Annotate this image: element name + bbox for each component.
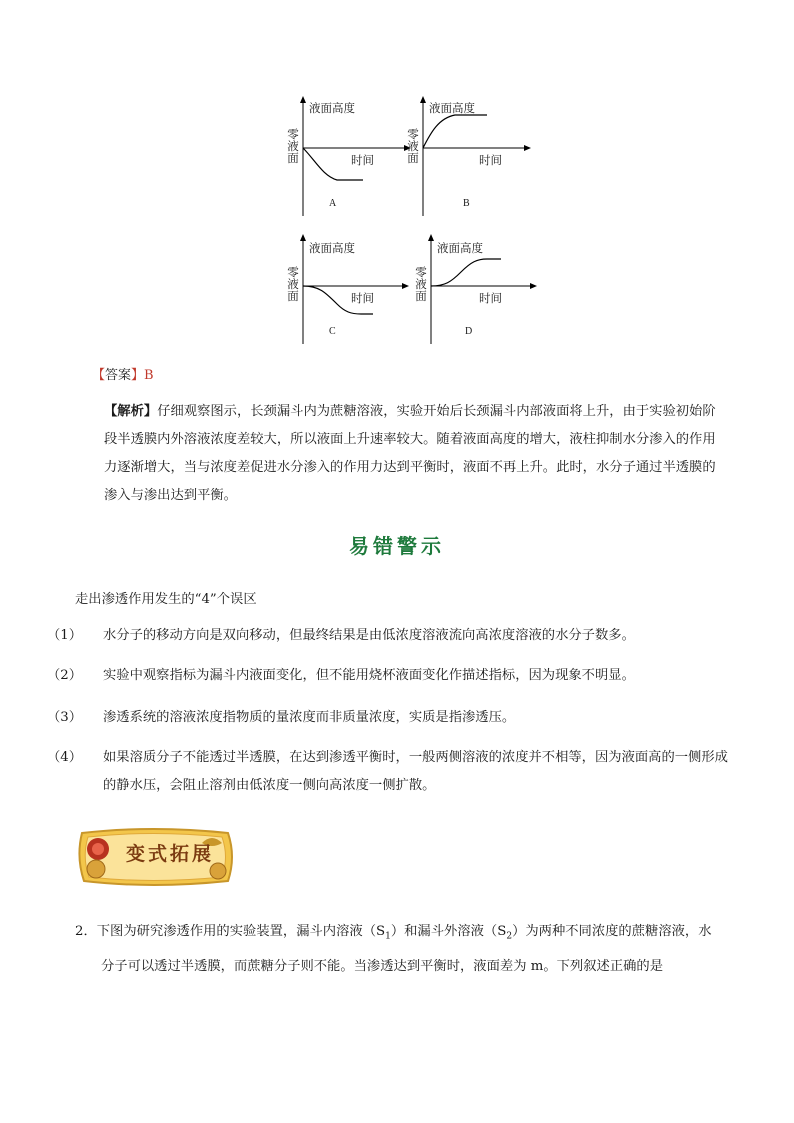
graph-b-ylabel: 液面高度 xyxy=(429,101,475,115)
graph-b-xlabel: 时间 xyxy=(479,153,502,167)
graph-a-caption: A xyxy=(329,198,337,209)
question-line-1 xyxy=(75,917,735,952)
analysis-label: 【解析】 xyxy=(104,404,158,419)
item-number: （1） xyxy=(47,628,83,643)
variant-badge xyxy=(72,823,238,891)
question-part-1: 下图为研究渗透作用的实验装置，漏斗内溶液（S xyxy=(96,924,386,939)
answer-bracket-open: 【 xyxy=(92,368,106,383)
item-number: （2） xyxy=(47,668,83,683)
graph-a-zero-label: 零液面 xyxy=(287,127,299,165)
answer-value: B xyxy=(144,368,154,383)
graph-c-ylabel: 液面高度 xyxy=(309,241,355,255)
analysis-paragraph xyxy=(104,398,724,510)
graph-d xyxy=(413,234,543,374)
item-text: 水分子的移动方向是双向移动，但最终结果是由低浓度溶液流向高浓度溶液的水分子数多。 xyxy=(103,628,635,643)
item-text: 如果溶质分子不能透过半透膜，在达到渗透平衡时，一般两侧溶液的浓度并不相等，因为液面高的一侧形成的静水压，会阻止溶剂由低浓度一侧向高浓度一侧扩散。 xyxy=(103,750,728,793)
graph-d-ylabel: 液面高度 xyxy=(437,241,483,255)
graph-c-zero-label: 零液面 xyxy=(287,265,299,303)
question-part-3: ）为两种不同浓度的蔗糖溶液，水 xyxy=(512,924,712,939)
item-number: （3） xyxy=(47,710,83,725)
section-heading: 易错警示 xyxy=(349,534,445,558)
badge-label: 变式拓展 xyxy=(126,843,215,865)
list-item xyxy=(47,662,735,690)
item-text: 渗透系统的溶液浓度指物质的量浓度而非质量浓度，实质是指渗透压。 xyxy=(103,710,516,725)
list-item xyxy=(47,704,735,732)
list-item xyxy=(47,744,735,800)
question-part-2: ）和漏斗外溶液（S xyxy=(390,924,507,939)
graph-a-ylabel: 液面高度 xyxy=(309,101,355,115)
graph-d-caption: D xyxy=(465,326,473,337)
graph-d-zero-label: 零液面 xyxy=(415,265,427,303)
subscript-1: 1 xyxy=(385,931,391,942)
graph-c-xlabel: 时间 xyxy=(351,291,374,305)
graph-c-caption: C xyxy=(329,326,336,337)
graph-d-curve xyxy=(431,259,501,286)
answer-label: 答案 xyxy=(105,368,132,383)
graph-b-curve xyxy=(423,115,487,148)
graph-a-xlabel: 时间 xyxy=(351,153,374,167)
analysis-text: 仔细观察图示，长颈漏斗内为蔗糖溶液，实验开始后长颈漏斗内部液面将上升，由于实验初始阶段半透膜内外溶液浓度差较大，所以液面上升速率较大。随着液面高度的增大，液柱抑制水分渗入的作用力逐渐增大，当与浓度差促进水分渗入的作用力达到平衡时，液面不再上升。此时，水分子通过半透膜的渗入与渗出达到平衡。 xyxy=(104,404,716,503)
item-text: 实验中观察指标为漏斗内液面变化，但不能用烧杯液面变化作描述指标，因为现象不明显。 xyxy=(103,668,635,683)
intro-text: 走出渗透作用发生的“4”个误区 xyxy=(75,592,257,607)
answer-bracket-close: 】 xyxy=(131,368,145,383)
graph-c xyxy=(285,234,415,374)
question-2 xyxy=(75,917,735,982)
graph-b-caption: B xyxy=(463,198,470,209)
subscript-2: 2 xyxy=(506,931,513,942)
graph-b xyxy=(405,96,535,236)
question-line-2: 分子可以透过半透膜，而蔗糖分子则不能。当渗透达到平衡时，液面差为 m。下列叙述正确的是 xyxy=(101,958,664,974)
answer-line xyxy=(92,364,154,383)
question-number: 2． xyxy=(75,924,97,939)
graph-b-axes xyxy=(405,96,545,216)
graph-b-zero-label: 零液面 xyxy=(407,127,419,165)
graph-a xyxy=(285,96,415,236)
list-item xyxy=(47,622,735,650)
item-number: （4） xyxy=(47,750,83,765)
graph-d-xlabel: 时间 xyxy=(479,291,502,305)
